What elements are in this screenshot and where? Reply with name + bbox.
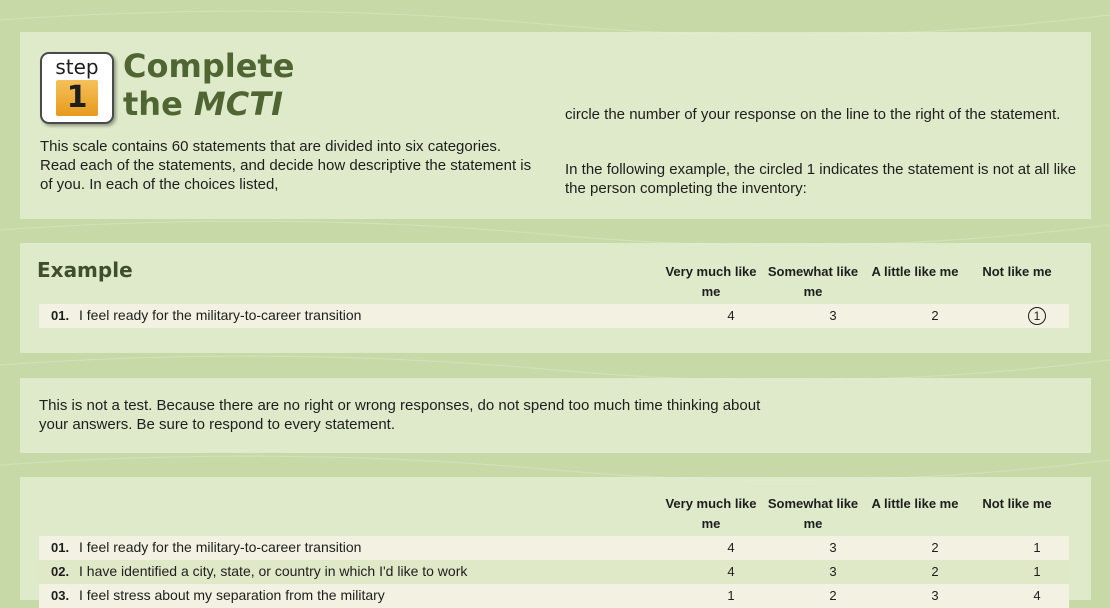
response-option[interactable]: 1 <box>1033 564 1041 579</box>
column-header-somewhat: Somewhat like me <box>767 496 859 531</box>
column-header-not-like: Not like me <box>982 264 1052 279</box>
example-heading: Example <box>37 258 133 282</box>
response-option[interactable]: 3 <box>829 564 837 579</box>
table-row <box>39 560 1069 584</box>
response-option-4[interactable]: 4 <box>727 308 735 323</box>
example-row <box>39 304 1069 328</box>
statements-panel <box>20 477 1091 603</box>
page-title <box>123 47 294 123</box>
instruction-note: This is not a test. Because there are no right or wrong responses, do not spend too much time thinking about your answers. Be sure to respond to every statement. <box>39 397 761 433</box>
response-option[interactable]: 3 <box>931 588 939 603</box>
step-number: 1 <box>56 80 98 116</box>
statement-number: 01. <box>51 308 70 323</box>
column-header-very-much: Very much like me <box>665 496 757 531</box>
response-option-1-circled[interactable] <box>1017 308 1057 325</box>
intro-paragraph-left: This scale contains 60 statements that are divided into six categories. Read each of the statements, and decide how descriptive the statement is of you. In each of the choices listed, <box>40 138 532 193</box>
intro-paragraph-right-1: circle the number of your response on the line to the right of the statement. <box>565 106 1061 123</box>
response-option[interactable]: 1 <box>727 588 735 603</box>
title-prefix: the <box>123 85 183 123</box>
response-option[interactable]: 1 <box>1033 540 1041 555</box>
intro-paragraph-right-2: In the following example, the circled 1 indicates the statement is not at all like the person completing the inventory: <box>565 161 1077 197</box>
response-option[interactable]: 4 <box>727 540 735 555</box>
statement-text: I have identified a city, state, or country in which I'd like to work <box>79 563 468 579</box>
statement-text: I feel stress about my separation from the military <box>79 587 385 603</box>
response-option[interactable]: 2 <box>931 540 939 555</box>
title-line-2 <box>123 85 294 123</box>
response-option[interactable]: 3 <box>829 540 837 555</box>
column-header-somewhat: Somewhat like me <box>767 264 859 299</box>
response-option[interactable]: 2 <box>829 588 837 603</box>
statement-number: 03. <box>51 588 70 603</box>
response-option[interactable]: 4 <box>1033 588 1041 603</box>
table-row <box>39 584 1069 608</box>
response-option[interactable]: 4 <box>727 564 735 579</box>
column-header-not-like: Not like me <box>982 496 1052 511</box>
statement-number: 02. <box>51 564 70 579</box>
example-panel <box>20 243 1091 353</box>
step-badge <box>40 52 114 124</box>
statement-text: I feel ready for the military-to-career transition <box>79 539 362 555</box>
title-acronym: MCTI <box>193 85 283 123</box>
circled-response: 1 <box>1028 307 1046 325</box>
response-option-2[interactable]: 2 <box>931 308 939 323</box>
title-line-1: Complete <box>123 47 295 85</box>
response-option-3[interactable]: 3 <box>829 308 837 323</box>
column-header-a-little: A little like me <box>871 496 959 511</box>
table-row <box>39 536 1069 560</box>
response-option[interactable]: 2 <box>931 564 939 579</box>
column-header-very-much: Very much like me <box>665 264 757 299</box>
step-label: step <box>55 55 99 79</box>
intro-panel <box>20 32 1091 219</box>
note-panel <box>20 378 1091 453</box>
statement-number: 01. <box>51 540 70 555</box>
statement-text: I feel ready for the military-to-career transition <box>79 307 362 323</box>
column-header-a-little: A little like me <box>871 264 959 279</box>
